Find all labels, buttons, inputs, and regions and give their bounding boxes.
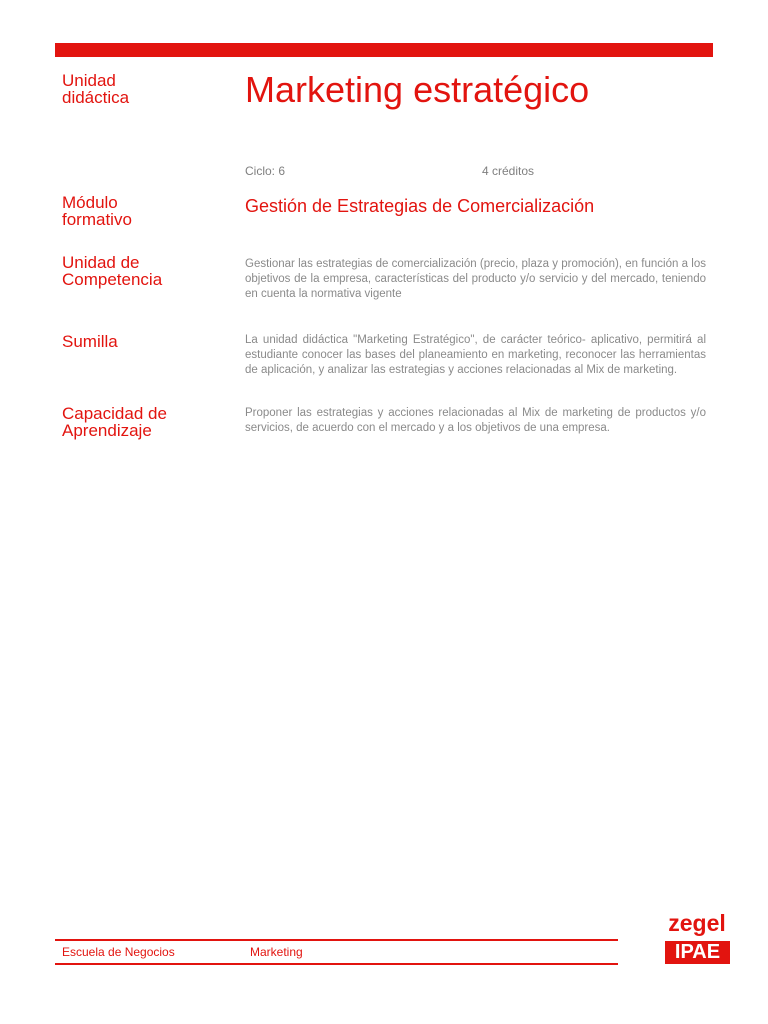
header-red-bar [55,43,713,57]
cycle-text: Ciclo: 6 [245,164,286,178]
footer-bottom-line [55,963,618,965]
sumilla-text: La unidad didáctica "Marketing Estratégico", de carácter teórico- aplicativo, permitirá al estudiante conocer las bases del planeamiento en marketing, reconocer las herramientas de aplicación, y analizar las estrategias y acciones relacionadas al Mix de marketing. [245,334,706,376]
zegel-logo: zegel [668,910,726,936]
competence-label-line1: Unidad de [62,253,140,272]
sumilla-label [62,333,232,350]
unit-label-line2: didáctica [62,88,130,107]
capacity-label-line2: Aprendizaje [62,421,152,440]
capacity-text: Proponer las estrategias y acciones relacionadas al Mix de marketing de productos y/o servicios, de acuerdo con el mercado y a los objetivos de una empresa. [245,407,706,434]
unit-label [62,72,232,106]
footer-school: Escuela de Negocios [62,945,175,959]
competence-text: Gestionar las estrategias de comercialización (precio, plaza y promoción), en función a los objetivos de la empresa, características del producto y/o servicio y del mercado, teniendo en cuenta la normativa vigente [245,258,706,300]
footer-top-line [55,939,618,941]
capacity-label-line1: Capacidad de [62,404,167,423]
ipae-logo: IPAE [665,941,730,964]
sumilla-label-text: Sumilla [62,332,118,351]
competence-label-line2: Competencia [62,270,163,289]
module-value: Gestión de Estrategias de Comercialización [245,196,595,216]
credits-text: 4 créditos [482,164,535,178]
page-title: Marketing estratégico [245,69,590,110]
footer-career: Marketing [250,945,303,959]
module-label-line1: Módulo [62,193,118,212]
capacity-label [62,405,232,439]
competence-label [62,254,232,288]
module-label-line2: formativo [62,210,132,229]
unit-label-line1: Unidad [62,71,116,90]
module-label [62,194,232,228]
